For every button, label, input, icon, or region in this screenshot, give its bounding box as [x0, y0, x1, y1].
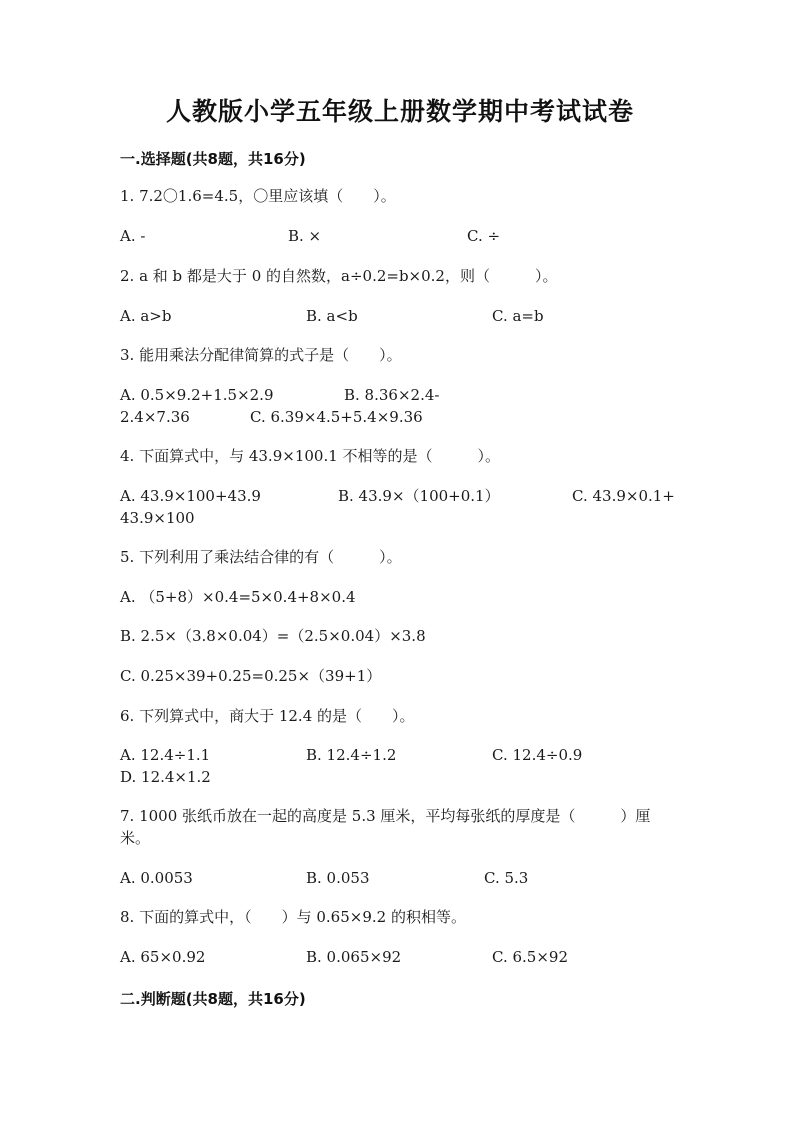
question-8-option-c: C. 6.5×92 [492, 948, 568, 966]
question-4-stem: 4. 下面算式中，与 43.9×100.1 不相等的是（ ）。 [120, 447, 501, 465]
question-7-options [120, 868, 700, 888]
question-3-option-a: A. 0.5×9.2+1.5×2.9 [120, 386, 274, 404]
section-heading-choice: 一.选择题(共8题，共16分) [120, 150, 306, 168]
question-6-option-b: B. 12.4÷1.2 [306, 746, 397, 764]
question-7-stem: 7. 1000 张纸币放在一起的高度是 5.3 厘米，平均每张纸的厚度是（ ）厘 [120, 807, 651, 825]
question-3-options-row-2 [120, 407, 700, 427]
question-3-option-b: B. 8.36×2.4- [344, 386, 440, 404]
question-8-stem: 8. 下面的算式中，（ ）与 0.65×9.2 的积相等。 [120, 908, 466, 926]
question-6-options-row-2 [120, 767, 700, 787]
question-8-options [120, 947, 700, 967]
question-4-option-b: B. 43.9×（100+0.1） [338, 487, 500, 505]
question-8-option-b: B. 0.065×92 [306, 948, 402, 966]
question-7-option-b: B. 0.053 [306, 869, 370, 887]
question-6-option-d: D. 12.4×1.2 [120, 768, 211, 786]
question-3-options-row-1 [120, 385, 700, 405]
question-2-option-b: B. a<b [306, 307, 358, 325]
question-7-stem-cont: 米。 [120, 829, 151, 847]
question-3-stem: 3. 能用乘法分配律简算的式子是（ ）。 [120, 346, 402, 364]
question-2-stem: 2. a 和 b 都是大于 0 的自然数，a÷0.2=b×0.2，则（ ）。 [120, 267, 558, 285]
question-6-option-a: A. 12.4÷1.1 [120, 746, 211, 764]
question-2-option-c: C. a=b [492, 307, 544, 325]
question-7-option-c: C. 5.3 [484, 869, 529, 887]
page-title: 人教版小学五年级上册数学期中考试试卷 [165, 97, 634, 126]
question-3-option-c: C. 6.39×4.5+5.4×9.36 [250, 408, 423, 426]
question-7-option-a: A. 0.0053 [120, 869, 193, 887]
question-4-options-row-2 [120, 508, 700, 528]
section-heading-judgment: 二.判断题(共8题，共16分) [120, 990, 306, 1008]
question-4-options-row-1 [120, 486, 700, 506]
question-8-option-a: A. 65×0.92 [120, 948, 206, 966]
question-6-stem: 6. 下列算式中，商大于 12.4 的是（ ）。 [120, 707, 415, 725]
question-1-option-b: B. × [288, 227, 322, 245]
question-4-option-c-cont: 43.9×100 [120, 509, 195, 527]
question-3-option-b-cont: 2.4×7.36 [120, 408, 190, 426]
question-6-options-row-1 [120, 745, 700, 765]
question-2-option-a: A. a>b [120, 307, 172, 325]
question-1-option-a: A. - [120, 227, 146, 245]
question-1-stem: 1. 7.2〇1.6=4.5，〇里应该填（ ）。 [120, 187, 396, 205]
question-2-options [120, 306, 700, 326]
question-1-options [120, 226, 700, 246]
question-5-option-a: A. （5+8）×0.4=5×0.4+8×0.4 [120, 588, 356, 606]
question-4-option-c: C. 43.9×0.1+ [572, 487, 675, 505]
question-4-option-a: A. 43.9×100+43.9 [120, 487, 261, 505]
question-5-option-b: B. 2.5×（3.8×0.04）=（2.5×0.04）×3.8 [120, 627, 426, 645]
question-5-stem: 5. 下列利用了乘法结合律的有（ ）。 [120, 548, 402, 566]
question-6-option-c: C. 12.4÷0.9 [492, 746, 583, 764]
question-1-option-c: C. ÷ [467, 227, 501, 245]
question-5-option-c: C. 0.25×39+0.25=0.25×（39+1） [120, 667, 382, 685]
